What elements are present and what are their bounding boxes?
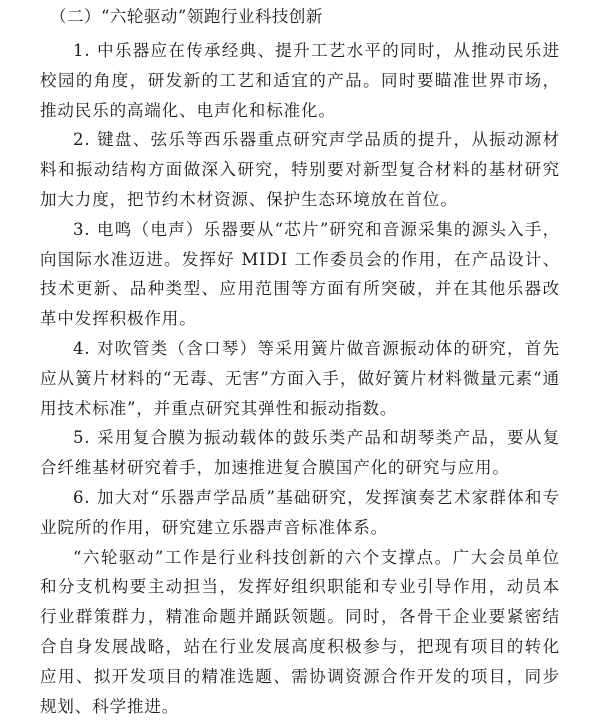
paragraph-item-2: 2. 键盘、弦乐等西乐器重点研究声学品质的提升，从振动源材料和振动结构方面做深入研究，特别要对新型复合材料的基材研究加大力度，把节约木材资源、保护生态环境放在首位。 xyxy=(40,130,560,209)
paragraph-item-5: 5. 采用复合膜为振动载体的鼓乐类产品和胡琴类产品，要从复合纤维基材研究着手，加速推进复合膜国产化的研究与应用。 xyxy=(40,428,560,478)
paragraph-item-3: 3. 电鸣（电声）乐器要从“芯片”研究和音源采集的源头入手，向国际水准迈进。发挥好 MIDI 工作委员会的作用，在产品设计、技术更新、品种类型、应用范围等方面有所突破，并在其他乐器改革中发挥积极作用。 xyxy=(40,219,560,329)
summary-paragraph: “六轮驱动”工作是行业科技创新的六个支撑点。广大会员单位和分支机构要主动担当，发挥好组织职能和专业引导作用，动员本行业群策群力，精准命题并踊跃领题。同时，各骨干企业要紧密结合自身发展战略，站在行业发展高度积极参与，把现有项目的转化应用、拟开发项目的精准选题、需协调资源合作开发的项目，同步规划、科学推进。 xyxy=(40,547,560,716)
paragraph-item-1: 1. 中乐器应在传承经典、提升工艺水平的同时，从推动民乐进校园的角度，研发新的工艺和适宜的产品。同时要瞄准世界市场，推动民乐的高端化、电声化和标准化。 xyxy=(40,41,560,120)
paragraph-item-4: 4. 对吹管类（含口琴）等采用簧片做音源振动体的研究，首先应从簧片材料的“无毒、无害”方面入手，做好簧片材料微量元素“通用技术标准”，并重点研究其弹性和振动指数。 xyxy=(40,338,560,418)
paragraph-item-6: 6. 加大对“乐器声学品质”基础研究，发挥演奏艺术家群体和专业院所的作用，研究建立乐器声音标准体系。 xyxy=(40,487,560,537)
section-heading: （二）“六轮驱动”领跑行业科技创新 xyxy=(50,7,323,26)
